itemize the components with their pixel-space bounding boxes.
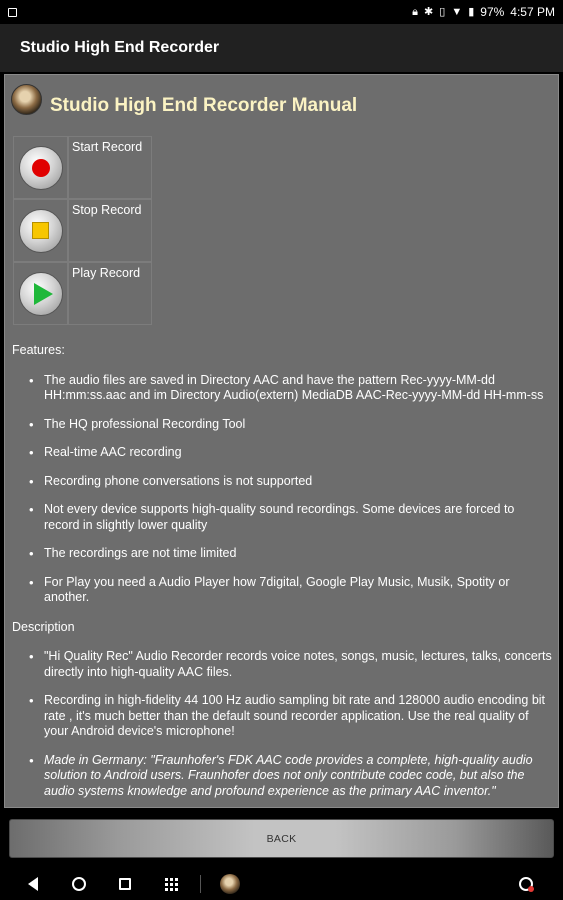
app-bar: [0, 24, 563, 72]
nav-recents-button[interactable]: [102, 868, 148, 900]
vibrate-icon: ▯: [439, 6, 446, 18]
status-bar: [0, 0, 563, 24]
app-avatar-icon: [220, 874, 240, 894]
app-title: Studio High End Recorder: [20, 39, 220, 56]
control-row-start: [13, 136, 152, 199]
nav-home-button[interactable]: [56, 868, 102, 900]
notification-square-icon: [8, 8, 17, 17]
manual-title: Studio High End Recorder Manual: [50, 95, 358, 116]
control-row-play: [13, 262, 152, 325]
features-list: [12, 373, 552, 606]
features-heading: Features:: [12, 343, 65, 357]
list-item: • The recordings are not time limited: [44, 546, 552, 562]
nav-assistant-button[interactable]: [503, 868, 549, 900]
control-icon-cell: [13, 262, 68, 325]
control-row-stop: [13, 199, 152, 262]
clock: 4:57 PM: [510, 5, 555, 19]
control-icon-cell: [13, 136, 68, 199]
manual-panel[interactable]: [4, 74, 559, 808]
nav-app-drawer-button[interactable]: [148, 868, 194, 900]
description-list: [12, 649, 552, 799]
list-item: • Recording phone conversations is not supported: [44, 474, 552, 490]
control-label-start: Start Record: [68, 136, 152, 199]
app-logo-icon: [11, 84, 42, 115]
assistant-icon: [519, 877, 533, 891]
control-label-stop: Stop Record: [68, 199, 152, 262]
list-item: • "Hi Quality Rec" Audio Recorder records voice notes, songs, music, lectures, talks, concerts directly into high-quality AAC files.: [44, 649, 552, 680]
list-item: • Not every device supports high-quality sound recordings. Some devices are forced to record in slightly lower quality: [44, 502, 552, 533]
bluetooth-icon: ✱: [424, 6, 434, 18]
controls-table: [13, 136, 152, 325]
manual-header: [11, 81, 357, 117]
home-icon: [72, 877, 86, 891]
back-button-label: BACK: [266, 832, 297, 845]
lock-icon: 🔒︎: [412, 6, 419, 18]
nav-divider: [200, 875, 201, 893]
record-icon: [19, 146, 63, 190]
list-item: • Real-time AAC recording: [44, 445, 552, 461]
manual-content: [12, 343, 552, 808]
control-icon-cell: [13, 199, 68, 262]
app-drawer-icon: [165, 878, 178, 891]
wifi-icon: ▼: [451, 6, 463, 18]
back-button[interactable]: [9, 819, 554, 858]
nav-app-button[interactable]: [207, 868, 253, 900]
list-item: • Recording in high-fidelity 44 100 Hz audio sampling bit rate and 128000 audio encoding bit rate , it's much better than the default sound recorder application. Use the real quality of your Android device's microphone!: [44, 693, 552, 740]
back-icon: [28, 877, 38, 891]
list-item: • For Play you need a Audio Player how 7digital, Google Play Music, Musik, Spotity or another.: [44, 575, 552, 606]
description-heading: Description: [12, 619, 75, 634]
battery-icon: ▮: [468, 6, 475, 18]
play-icon: [19, 272, 63, 316]
recents-icon: [119, 878, 131, 890]
list-item: • The HQ professional Recording Tool: [44, 417, 552, 433]
navigation-bar: [0, 868, 563, 900]
list-item: • Made in Germany: "Fraunhofer's FDK AAC code provides a complete, high-quality audio solution to Android users. Fraunhofer does not only contribute codec code, but also the audio systems knowledge and profound experience as the primary AAC inventor.": [44, 753, 552, 800]
stop-icon: [19, 209, 63, 253]
back-area: [0, 810, 563, 868]
nav-back-button[interactable]: [10, 868, 56, 900]
list-item: • The audio files are saved in Directory AAC and have the pattern Rec-yyyy-MM-dd HH:mm:ss.aac and im Directory Audio(extern) MediaDB AAC-Rec-yyyy-MM-dd HH-mm-ss: [44, 373, 552, 404]
control-label-play: Play Record: [68, 262, 152, 325]
battery-percent: 97%: [480, 5, 505, 19]
